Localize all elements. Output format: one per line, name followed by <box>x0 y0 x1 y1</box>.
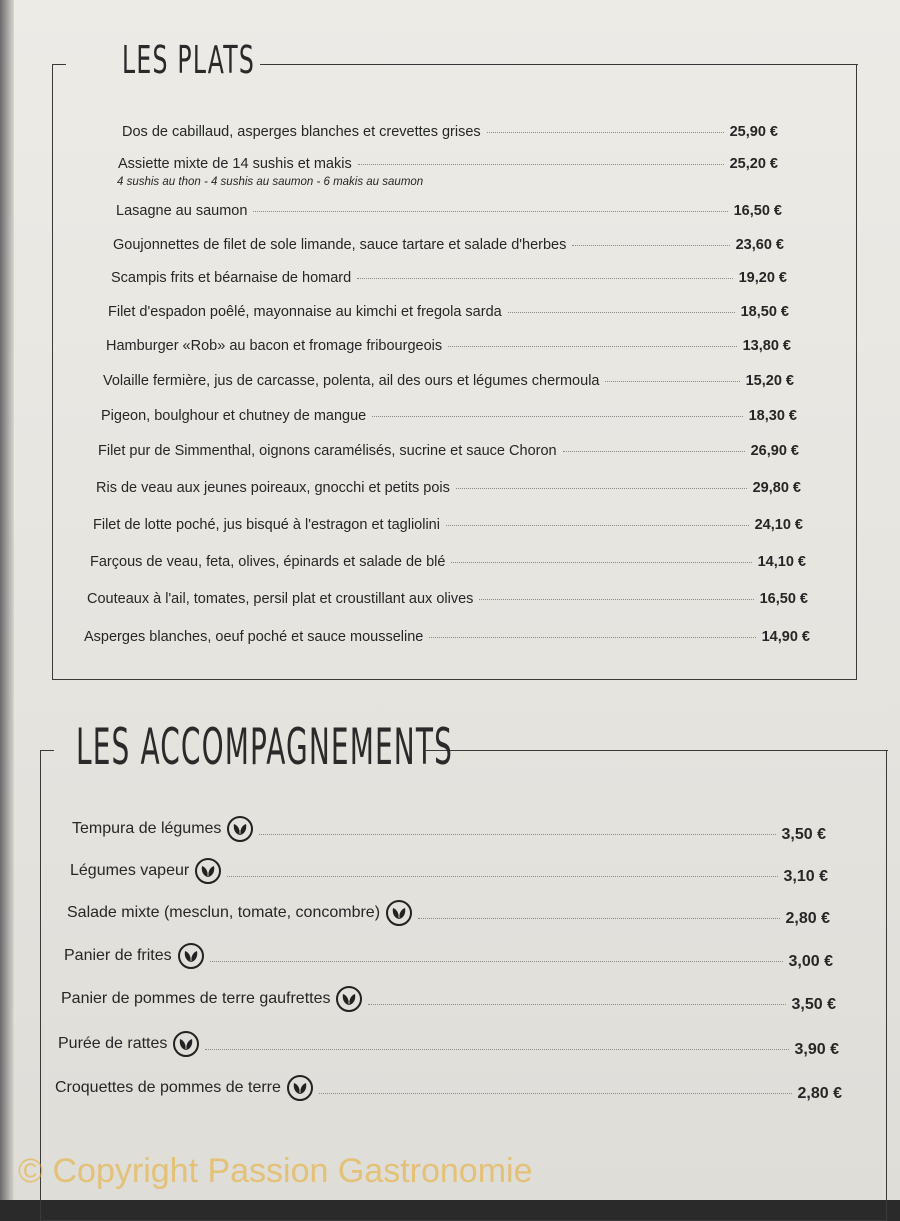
vegetarian-leaf-icon <box>173 1031 199 1057</box>
vegetarian-leaf-icon <box>195 858 221 884</box>
dot-leader <box>456 488 747 489</box>
accompagnement-price: 2,80 € <box>785 910 830 927</box>
plat-note: 4 sushis au thon - 4 sushis au saumon - 6 makis au saumon <box>117 176 424 188</box>
plat-item <box>122 124 778 140</box>
dot-leader <box>508 312 735 313</box>
plat-item <box>113 237 784 253</box>
plat-item <box>106 338 791 354</box>
plat-price: 26,90 € <box>750 443 799 459</box>
accompagnement-price: 3,10 € <box>783 868 828 885</box>
accompagnement-name: Croquettes de pommes de terre <box>55 1079 281 1096</box>
plat-name: Farçous de veau, feta, olives, épinards et salade de blé <box>90 554 446 570</box>
plat-item <box>103 373 794 389</box>
plat-item <box>101 408 797 424</box>
vegetarian-leaf-icon <box>386 900 412 926</box>
plat-name: Dos de cabillaud, asperges blanches et crevettes grises <box>122 124 481 140</box>
plat-item <box>98 443 799 459</box>
dot-leader <box>210 961 783 962</box>
dot-leader <box>372 416 742 417</box>
dot-leader <box>357 278 732 279</box>
vegetarian-leaf-icon <box>336 986 362 1012</box>
binder-edge <box>0 0 14 1200</box>
accompagnement-price: 3,00 € <box>788 953 833 970</box>
accompagnement-name: Tempura de légumes <box>72 820 222 837</box>
plat-name: Couteaux à l'ail, tomates, persil plat et croustillant aux olives <box>87 591 474 607</box>
plat-name: Filet d'espadon poêlé, mayonnaise au kimchi et fregola sarda <box>108 304 502 320</box>
plat-price: 16,50 € <box>733 203 782 219</box>
plat-item <box>118 156 778 172</box>
accompagnement-name: Panier de frites <box>64 947 172 964</box>
dot-leader <box>358 164 724 165</box>
dot-leader <box>259 834 775 835</box>
plat-name: Hamburger «Rob» au bacon et fromage fribourgeois <box>106 338 443 354</box>
accompagnements-title: LES ACCOMPAGNEMENTS <box>76 718 453 776</box>
accompagnement-name: Salade mixte (mesclun, tomate, concombre) <box>67 904 381 921</box>
dot-leader <box>487 132 724 133</box>
dot-leader <box>319 1093 792 1094</box>
accompagnement-item <box>67 900 830 926</box>
plat-name: Asperges blanches, oeuf poché et sauce mousseline <box>84 629 424 645</box>
dot-leader <box>418 918 780 919</box>
dot-leader <box>605 381 739 382</box>
accompagnement-name: Panier de pommes de terre gaufrettes <box>61 990 331 1007</box>
plat-name: Pigeon, boulghour et chutney de mangue <box>101 408 367 424</box>
plat-name: Filet de lotte poché, jus bisqué à l'estragon et tagliolini <box>93 517 440 533</box>
dot-leader <box>253 211 727 212</box>
dot-leader <box>563 451 745 452</box>
accompagnement-item <box>61 986 836 1012</box>
plat-name: Volaille fermière, jus de carcasse, polenta, ail des ours et légumes chermoula <box>103 373 600 389</box>
dot-leader <box>479 599 753 600</box>
plat-price: 23,60 € <box>735 237 784 253</box>
plat-name: Goujonnettes de filet de sole limande, sauce tartare et salade d'herbes <box>113 237 567 253</box>
plat-name: Filet pur de Simmenthal, oignons caramélisés, sucrine et sauce Choron <box>98 443 557 459</box>
dot-leader <box>448 346 736 347</box>
plat-item <box>90 554 806 570</box>
dot-leader <box>368 1004 785 1005</box>
accompagnement-name: Légumes vapeur <box>70 862 190 879</box>
dot-leader <box>446 525 749 526</box>
plat-price: 24,10 € <box>754 517 803 533</box>
accompagnement-item <box>72 816 826 842</box>
copyright-watermark: © Copyright Passion Gastronomie <box>18 1152 533 1190</box>
vegetarian-leaf-icon <box>178 943 204 969</box>
plat-name: Assiette mixte de 14 sushis et makis <box>118 156 352 172</box>
accompagnement-price: 3,90 € <box>794 1041 839 1058</box>
dot-leader <box>205 1049 788 1050</box>
plat-name: Lasagne au saumon <box>116 203 248 219</box>
accompagnement-item <box>64 943 833 969</box>
plat-price: 14,90 € <box>761 629 810 645</box>
accompagnement-item <box>70 858 828 884</box>
vegetarian-leaf-icon <box>227 816 253 842</box>
plat-item <box>96 480 801 496</box>
dot-leader <box>227 876 777 877</box>
accompagnement-name: Purée de rattes <box>58 1035 168 1052</box>
plat-price: 16,50 € <box>759 591 808 607</box>
plat-price: 25,20 € <box>729 156 778 172</box>
dot-leader <box>572 245 729 246</box>
plat-name: Ris de veau aux jeunes poireaux, gnocchi et petits pois <box>96 480 450 496</box>
plat-name: Scampis frits et béarnaise de homard <box>111 270 352 286</box>
plat-price: 13,80 € <box>742 338 791 354</box>
vegetarian-leaf-icon <box>287 1075 313 1101</box>
plat-item <box>111 270 787 286</box>
plat-price: 18,50 € <box>740 304 789 320</box>
plat-price: 29,80 € <box>752 480 801 496</box>
plat-price: 14,10 € <box>757 554 806 570</box>
accompagnement-item <box>55 1075 842 1101</box>
plats-title: LES PLATS <box>122 38 256 82</box>
plat-item <box>87 591 808 607</box>
accompagnement-price: 3,50 € <box>781 826 826 843</box>
plat-item <box>108 304 789 320</box>
plat-price: 19,20 € <box>738 270 787 286</box>
plat-item <box>116 203 782 219</box>
dot-leader <box>451 562 751 563</box>
accompagnement-price: 3,50 € <box>791 996 836 1013</box>
plat-item <box>93 517 803 533</box>
accompagnement-price: 2,80 € <box>797 1085 842 1102</box>
plat-item <box>84 629 810 645</box>
dot-leader <box>429 637 755 638</box>
plat-price: 25,90 € <box>729 124 778 140</box>
plat-price: 15,20 € <box>745 373 794 389</box>
accompagnement-item <box>58 1031 839 1057</box>
plat-price: 18,30 € <box>748 408 797 424</box>
